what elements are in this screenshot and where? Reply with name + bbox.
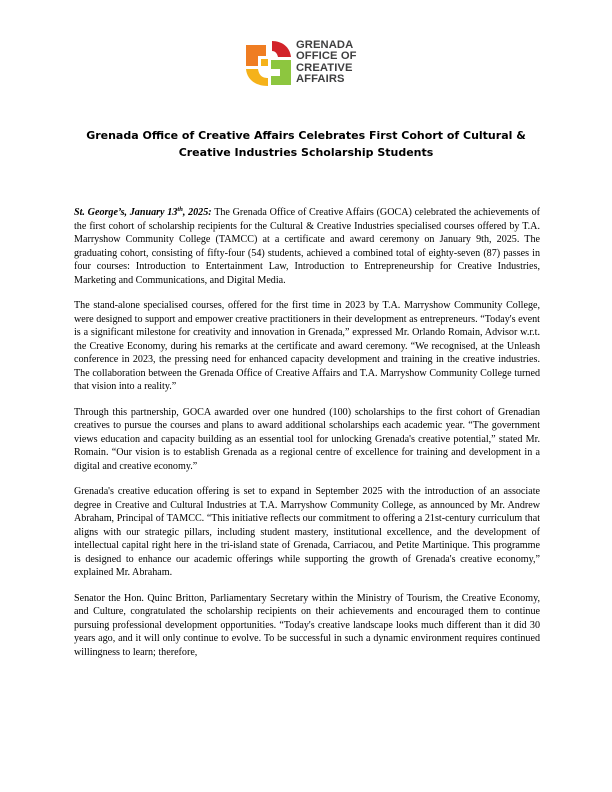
paragraph-text: The Grenada Office of Creative Affairs (GOCA) celebrated the achievements of the first cohort of scholarship recipients for the Cultural & Creative Industries specialised courses offered by T.A. Marryshow Community College (TAMCC) at a certificate and award ceremony on January 9th, 2025. The graduating cohort, consisting of fifty-four (54) students, achieved a combined total of eighty-seven (87) passes in four courses: Introduction to Entertainment Law, Introduction to Entrepreneurship for Creative Industries, Marketing and Communications, and Digital Media. (74, 207, 541, 286)
paragraph: Senator the Hon. Quinc Britton, Parliamentary Secretary within the Ministry of Tourism, the Creative Economy, and Culture, congratulated the scholarship recipients on their achievements and encouraged them to continue pursuing professional development opportunities. “Today's creative landscape looks much different than it did 30 years ago, and it will only continue to evolve. To be successful in such a dynamic environment requires continued willingness to learn; therefore, (74, 592, 540, 658)
logo-line: CREATIVE (296, 61, 353, 74)
logo-line: GRENADA (296, 39, 354, 51)
paragraph: Through this partnership, GOCA awarded over one hundred (100) scholarships to the first cohort of Grenadian creatives to pursue the courses and plans to award additional scholarships each academic year. “The government views education and capacity building as an essential tool for unlocking Grenada's creative potential,” stated Mr. Romain. “Our vision is to establish Grenada as a regional centre of excellence for training and development in a digital and creative economy.” (74, 406, 540, 472)
title-line: Grenada Office of Creative Affairs Celebrates First Cohort of Cultural & (86, 129, 526, 142)
logo-line: AFFAIRS (296, 73, 345, 86)
dateline-text: St. George’s, January 13 (74, 207, 178, 218)
article-title (40, 127, 572, 161)
dateline (74, 207, 212, 218)
dateline-year: , 2025: (182, 207, 212, 218)
goca-logo (244, 38, 374, 88)
logo-line: OFFICE OF (296, 50, 357, 63)
paragraph: The stand-alone specialised courses, offered for the first time in 2023 by T.A. Marryshow Community College, were designed to support and empower creative practitioners in their development as entrepreneurs. “Today's event is a significant milestone for creativity and innovation in Grenada,” expressed Mr. Orlando Romain, Advisor w.r.t. the Creative Economy, during his remarks at the certificate and award ceremony. “We recognised, at the Unleash conference in 2023, the pressing need for enhanced capacity development and training in the creative industries. The collaboration between the Grenada Office of Creative Affairs and T.A. Marryshow Community College turned that vision into a reality.” (74, 300, 540, 392)
dateline-superscript: th (177, 206, 183, 213)
paragraph (74, 206, 540, 287)
logo-wordmark (296, 40, 357, 86)
paragraph: Grenada's creative education offering is set to expand in September 2025 with the introduction of an associate degree in Creative and Cultural Industries at T.A. Marryshow Community College, as announced by Mr. Andrew Abraham, Principal of TAMCC. “This initiative reflects our commitment to offering a 21st-century curriculum that aligns with our strategic pillars, including student mastery, institutional excellence, and the development of intellectual capital right here in the tri-island state of Grenada, Carriacou, and Petite Martinique. This programme is designed to enhance our academic offerings while supporting the growth of Grenada's creative economy,” explained Mr. Abraham. (74, 486, 540, 578)
goca-logo-icon (244, 38, 294, 88)
title-line: Creative Industries Scholarship Students (178, 146, 434, 159)
article-body (74, 206, 540, 671)
